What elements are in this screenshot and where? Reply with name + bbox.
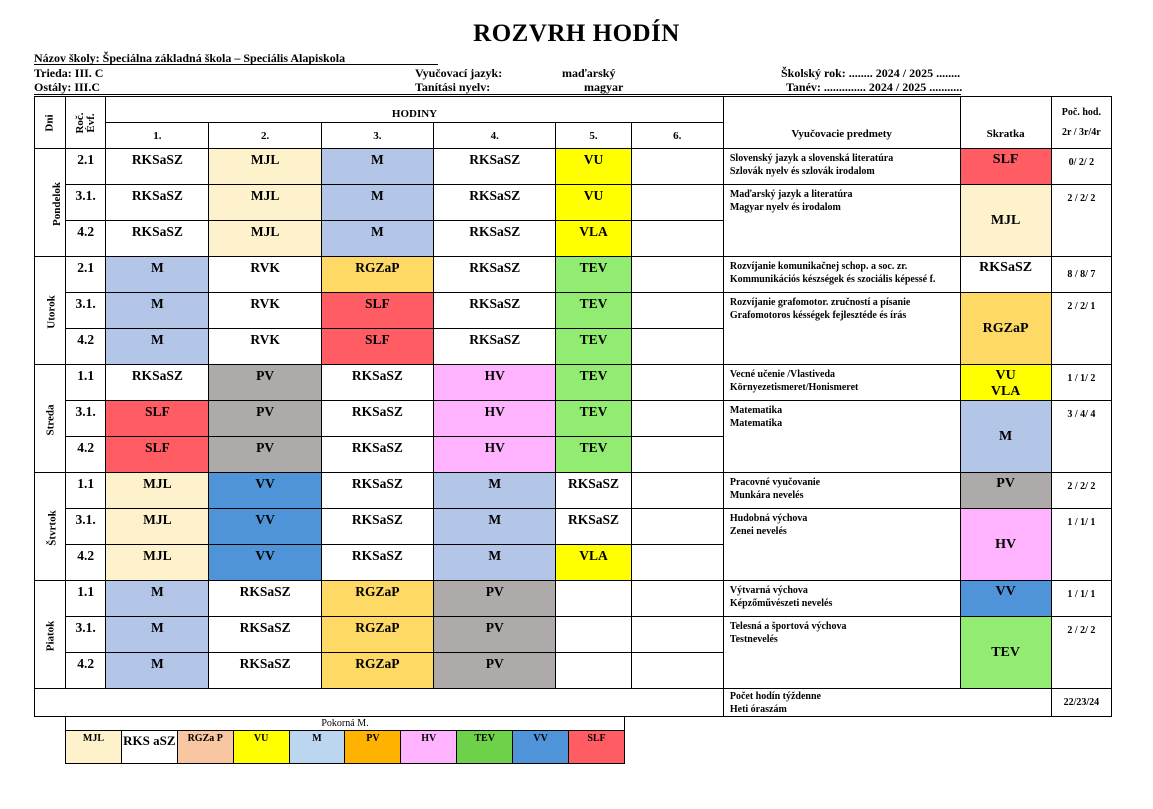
hours-header: HODINY — [106, 97, 724, 123]
lesson-cell: PV — [209, 401, 321, 437]
lesson-cell — [556, 581, 631, 617]
lesson-cell: RKSaSZ — [106, 365, 209, 401]
subject-abbreviation — [960, 617, 1051, 689]
subject-name-hu: Munkára nevelés — [729, 490, 804, 501]
lesson-cell: HV — [434, 365, 556, 401]
abbreviation-text: SLF — [992, 152, 1019, 167]
hour-number-2: 2. — [209, 123, 321, 149]
lesson-cell: MJL — [106, 509, 209, 545]
class-label: Trieda: III. C — [34, 66, 104, 80]
lesson-cell: M — [321, 149, 433, 185]
lesson-cell: VLA — [556, 221, 631, 257]
subject-name — [723, 293, 960, 365]
day-label: Pondelok — [51, 181, 64, 226]
abbreviation-text: HV — [995, 536, 1017, 552]
day-cell — [35, 365, 66, 473]
subject-name — [723, 149, 960, 185]
count-header — [1051, 97, 1111, 149]
lesson-cell: SLF — [321, 293, 433, 329]
legend-item: SLF — [569, 731, 625, 764]
school-name: Názov školy: Špeciálna základná škola – Speciális Alapiskola — [34, 51, 346, 65]
lesson-cell: RKSaSZ — [321, 545, 433, 581]
lesson-cell: RKSaSZ — [106, 185, 209, 221]
lesson-cell: RKSaSZ — [434, 293, 556, 329]
lesson-cell: RVK — [209, 257, 321, 293]
lesson-cell: SLF — [321, 329, 433, 365]
lesson-cell: RKSaSZ — [556, 509, 631, 545]
lesson-cell: RKSaSZ — [434, 149, 556, 185]
table-row — [35, 293, 1112, 329]
hour-number-3: 3. — [321, 123, 433, 149]
year-cell: 2.1 — [66, 257, 106, 293]
language-value: maďarský — [562, 66, 616, 80]
lesson-cell: M — [106, 653, 209, 689]
subject-abbreviation — [960, 509, 1051, 581]
lesson-cell: RKSaSZ — [556, 473, 631, 509]
abbreviation-text: M — [999, 428, 1013, 444]
lesson-cell: M — [106, 293, 209, 329]
lesson-count: 1 / 1/ 2 — [1051, 365, 1111, 401]
subject-name-hu: Környezetismeret/Honismeret — [729, 382, 859, 393]
lesson-cell: TEV — [556, 365, 631, 401]
lesson-cell — [631, 329, 723, 365]
lesson-count: 2 / 2/ 1 — [1051, 293, 1111, 365]
year-cell: 4.2 — [66, 545, 106, 581]
lesson-cell: M — [106, 257, 209, 293]
abbreviation-text: RKSaSZ — [979, 260, 1033, 275]
subject-name — [723, 401, 960, 473]
lesson-cell: M — [321, 221, 433, 257]
subject-name-sk: Slovenský jazyk a slovenská literatúra — [729, 153, 894, 164]
year-cell: 1.1 — [66, 473, 106, 509]
lesson-count: 8 / 8/ 7 — [1051, 257, 1111, 293]
lesson-cell: RGZaP — [321, 581, 433, 617]
legend-item: VV — [513, 731, 569, 764]
year-header-label: Roč. Évf. — [73, 111, 97, 134]
lesson-cell: VV — [209, 473, 321, 509]
year-header — [66, 97, 106, 149]
subject-name-sk: Matematika — [729, 405, 783, 416]
lesson-cell: M — [106, 581, 209, 617]
abbreviation-text: MJL — [990, 212, 1021, 228]
lesson-cell: MJL — [106, 545, 209, 581]
lesson-cell — [631, 149, 723, 185]
school-underline — [34, 64, 438, 65]
year-cell: 3.1. — [66, 617, 106, 653]
legend-item: RGZa P — [177, 731, 233, 764]
language-label-hu: Tanítási nyelv: — [415, 80, 491, 94]
legend-item: HV — [401, 731, 457, 764]
lesson-cell — [631, 257, 723, 293]
lesson-cell — [556, 653, 631, 689]
legend-item: M — [289, 731, 345, 764]
totals-row — [35, 689, 1112, 717]
lesson-cell — [631, 401, 723, 437]
lesson-cell: M — [106, 617, 209, 653]
totals-label-sk: Počet hodín týždenne — [729, 691, 821, 702]
year-cell: 2.1 — [66, 149, 106, 185]
lesson-cell: RKSaSZ — [321, 401, 433, 437]
lesson-cell: VLA — [556, 545, 631, 581]
lesson-cell — [631, 473, 723, 509]
day-cell — [35, 149, 66, 257]
totals-label — [723, 689, 1051, 717]
lesson-cell: VV — [209, 509, 321, 545]
year-cell: 4.2 — [66, 329, 106, 365]
lesson-cell — [631, 185, 723, 221]
lesson-cell — [631, 221, 723, 257]
subject-name-hu: Képzőművészeti nevelés — [729, 598, 833, 609]
day-label: Streda — [44, 404, 57, 435]
count-header-sub: 2r / 3r/4r — [1062, 126, 1101, 138]
lesson-cell: RKSaSZ — [434, 329, 556, 365]
lesson-cell: RKSaSZ — [106, 149, 209, 185]
abbreviation-text-2: VLA — [990, 384, 1021, 399]
subject-name-hu: Matematika — [729, 418, 783, 429]
subject-name-sk: Výtvarná výchova — [729, 585, 808, 596]
class-label-hu: Ostály: III.C — [34, 80, 101, 94]
lesson-count: 1 / 1/ 1 — [1051, 509, 1111, 581]
lesson-count: 0/ 2/ 2 — [1051, 149, 1111, 185]
day-label: Štvrtok — [46, 509, 59, 546]
legend-item: RKS aSZ — [121, 731, 177, 764]
language-label: Vyučovací jazyk: — [415, 66, 503, 80]
days-header-label: Dni — [44, 113, 57, 132]
legend-item: VU — [233, 731, 289, 764]
subject-name — [723, 473, 960, 509]
lesson-cell — [631, 653, 723, 689]
lesson-cell: RVK — [209, 329, 321, 365]
lesson-cell: RKSaSZ — [106, 221, 209, 257]
lesson-cell: PV — [434, 617, 556, 653]
language-value-hu: magyar — [584, 80, 624, 94]
lesson-cell: MJL — [209, 149, 321, 185]
lesson-cell — [631, 581, 723, 617]
subject-name-hu: Grafomotoros késségek fejlesztéde és írás — [729, 310, 907, 321]
legend-item: TEV — [457, 731, 513, 764]
table-row — [35, 473, 1112, 509]
school-year-hu: Tanév: .............. 2024 / 2025 ........... — [786, 80, 963, 94]
legend-items-row — [66, 731, 625, 764]
subject-name-sk: Maďarský jazyk a literatúra — [729, 189, 853, 200]
subject-abbreviation — [960, 185, 1051, 257]
day-cell — [35, 257, 66, 365]
hour-number-6: 6. — [631, 123, 723, 149]
day-cell — [35, 581, 66, 689]
year-cell: 3.1. — [66, 401, 106, 437]
lesson-count: 2 / 2/ 2 — [1051, 185, 1111, 257]
lesson-cell: RKSaSZ — [321, 473, 433, 509]
lesson-cell: SLF — [106, 401, 209, 437]
lesson-cell: M — [434, 473, 556, 509]
subject-abbreviation — [960, 293, 1051, 365]
subject-name-hu: Testnevelés — [729, 634, 778, 645]
subject-name-sk: Hudobná výchova — [729, 513, 808, 524]
subject-name — [723, 257, 960, 293]
hour-number-5: 5. — [556, 123, 631, 149]
day-cell — [35, 473, 66, 581]
year-cell: 3.1. — [66, 185, 106, 221]
lesson-cell: M — [434, 509, 556, 545]
hour-number-4: 4. — [434, 123, 556, 149]
subject-name — [723, 185, 960, 257]
abbreviation-text: PV — [996, 476, 1015, 491]
header-row — [35, 97, 1112, 123]
legend-item: MJL — [66, 731, 122, 764]
lesson-cell — [631, 293, 723, 329]
subject-name-sk: Rozvíjanie komunikačnej schop. a soc. zr. — [729, 261, 908, 272]
subject-name — [723, 509, 960, 581]
school-year: Školský rok: ........ 2024 / 2025 ........ — [781, 66, 961, 80]
lesson-count: 2 / 2/ 2 — [1051, 617, 1111, 689]
lesson-cell: RKSaSZ — [321, 437, 433, 473]
lesson-cell — [556, 617, 631, 653]
subject-name — [723, 617, 960, 689]
subjects-header: Vyučovacie predmety — [723, 97, 960, 149]
lesson-cell: PV — [209, 365, 321, 401]
abbreviation-text: VV — [995, 584, 1016, 599]
lesson-cell: VU — [556, 185, 631, 221]
lesson-cell: M — [434, 545, 556, 581]
lesson-cell — [631, 365, 723, 401]
lesson-cell: VU — [556, 149, 631, 185]
lesson-cell — [631, 545, 723, 581]
lesson-cell: RKSaSZ — [209, 653, 321, 689]
legend-item: PV — [345, 731, 401, 764]
subject-name-hu: Szlovák nyelv és szlovák irodalom — [729, 166, 875, 177]
lesson-cell: SLF — [106, 437, 209, 473]
abbreviation-text: VU — [995, 368, 1016, 383]
lesson-cell: MJL — [209, 221, 321, 257]
header-underline — [34, 94, 961, 95]
lesson-cell: HV — [434, 437, 556, 473]
hour-number-1: 1. — [106, 123, 209, 149]
abbreviation-header: Skratka — [960, 97, 1051, 149]
subject-name-sk: Telesná a športová výchova — [729, 621, 847, 632]
lesson-cell: TEV — [556, 329, 631, 365]
subject-abbreviation — [960, 581, 1051, 617]
lesson-cell: M — [321, 185, 433, 221]
year-cell: 4.2 — [66, 437, 106, 473]
lesson-cell: TEV — [556, 401, 631, 437]
lesson-cell — [631, 617, 723, 653]
subject-name-sk: Pracovné vyučovanie — [729, 477, 821, 488]
lesson-cell: MJL — [209, 185, 321, 221]
lesson-cell: PV — [434, 653, 556, 689]
lesson-cell: RKSaSZ — [209, 617, 321, 653]
year-cell: 4.2 — [66, 221, 106, 257]
lesson-cell: RKSaSZ — [209, 581, 321, 617]
lesson-cell — [631, 437, 723, 473]
year-cell: 1.1 — [66, 581, 106, 617]
lesson-cell: RKSaSZ — [321, 365, 433, 401]
legend-teacher-name: Pokorná M. — [66, 717, 625, 731]
totals-value: 22/23/24 — [1051, 689, 1111, 717]
lesson-cell: RKSaSZ — [434, 185, 556, 221]
lesson-cell: RGZaP — [321, 617, 433, 653]
subject-abbreviation — [960, 257, 1051, 293]
subject-name-hu: Magyar nyelv és irodalom — [729, 202, 841, 213]
subject-name — [723, 365, 960, 401]
table-row — [35, 257, 1112, 293]
lesson-cell: HV — [434, 401, 556, 437]
table-row — [35, 401, 1112, 437]
table-row — [35, 617, 1112, 653]
days-header — [35, 97, 66, 149]
lesson-cell: RKSaSZ — [321, 509, 433, 545]
lesson-count: 1 / 1/ 1 — [1051, 581, 1111, 617]
timetable — [34, 96, 1112, 717]
lesson-cell: RGZaP — [321, 653, 433, 689]
year-cell: 1.1 — [66, 365, 106, 401]
subject-abbreviation — [960, 401, 1051, 473]
legend-teacher-row — [66, 717, 625, 731]
lesson-cell: RKSaSZ — [434, 257, 556, 293]
count-header-title: Poč. hod. — [1061, 106, 1101, 118]
lesson-cell: VV — [209, 545, 321, 581]
lesson-count: 2 / 2/ 2 — [1051, 473, 1111, 509]
lesson-cell: RGZaP — [321, 257, 433, 293]
lesson-cell: TEV — [556, 437, 631, 473]
day-label: Utorok — [45, 294, 58, 329]
lesson-cell: TEV — [556, 293, 631, 329]
day-label: Piatok — [44, 620, 57, 651]
subject-name-sk: Rozvíjanie grafomotor. zručností a písanie — [729, 297, 911, 308]
totals-blank — [35, 689, 724, 717]
subject-abbreviation — [960, 365, 1051, 401]
subject-name-hu: Kommunikációs készségek és szociális képessé f. — [729, 274, 936, 285]
table-row — [35, 185, 1112, 221]
lesson-cell: MJL — [106, 473, 209, 509]
subject-name-sk: Vecné učenie /Vlastiveda — [729, 369, 836, 380]
totals-label-hu: Heti óraszám — [729, 704, 787, 715]
teacher-legend — [65, 716, 625, 764]
subject-abbreviation — [960, 149, 1051, 185]
lesson-cell: M — [106, 329, 209, 365]
subject-name-hu: Zenei nevelés — [729, 526, 787, 537]
lesson-cell: RVK — [209, 293, 321, 329]
lesson-cell: TEV — [556, 257, 631, 293]
abbreviation-text: TEV — [991, 644, 1021, 660]
table-row — [35, 581, 1112, 617]
subject-abbreviation — [960, 473, 1051, 509]
table-row — [35, 509, 1112, 545]
abbreviation-text: RGZaP — [982, 320, 1029, 336]
table-row — [35, 365, 1112, 401]
year-cell: 3.1. — [66, 293, 106, 329]
lesson-cell: PV — [209, 437, 321, 473]
page-title: ROZVRH HODÍN — [473, 20, 680, 47]
subject-name — [723, 581, 960, 617]
lesson-cell — [631, 509, 723, 545]
lesson-cell: PV — [434, 581, 556, 617]
year-cell: 4.2 — [66, 653, 106, 689]
year-cell: 3.1. — [66, 509, 106, 545]
lesson-cell: RKSaSZ — [434, 221, 556, 257]
table-row — [35, 149, 1112, 185]
lesson-count: 3 / 4/ 4 — [1051, 401, 1111, 473]
